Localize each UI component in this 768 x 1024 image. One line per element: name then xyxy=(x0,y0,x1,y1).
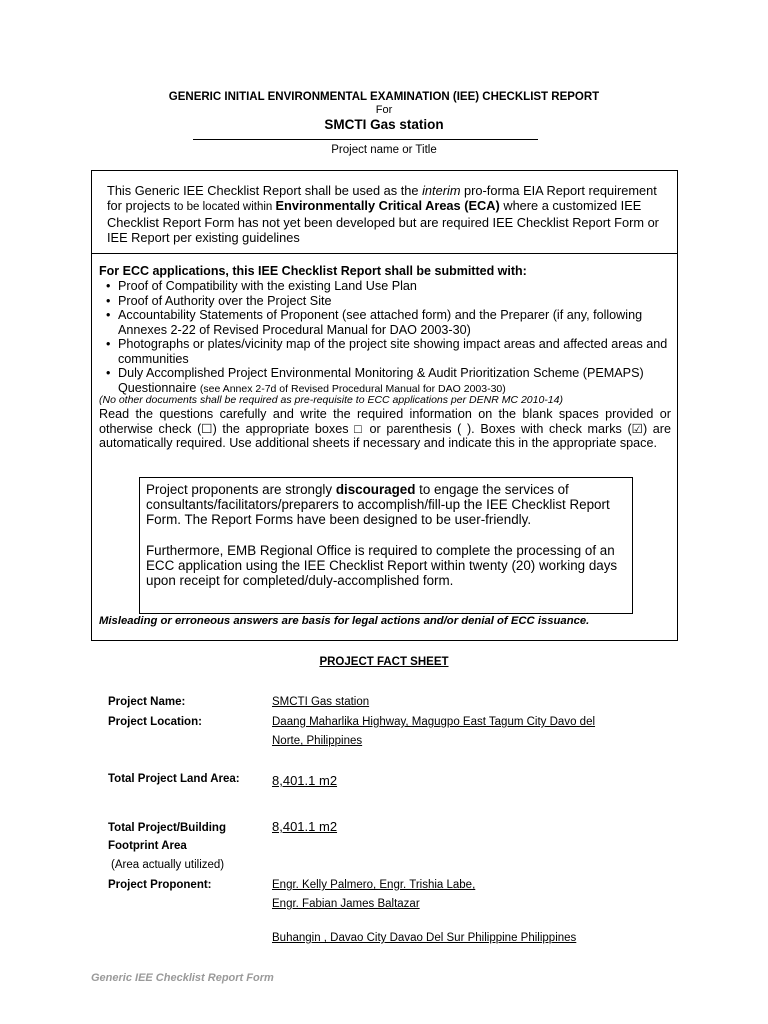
intro-text-2: pro-forma EIA Report requirement for projects xyxy=(107,183,657,213)
project-name-label: Project Name: xyxy=(108,696,186,708)
warning-line: Misleading or erroneous answers are basis for legal actions and/or denial of ECC issuance. xyxy=(99,615,590,627)
notice-box xyxy=(139,477,633,614)
instructions-box xyxy=(91,170,678,641)
project-name-value: SMCTI Gas station xyxy=(272,696,370,708)
land-area-value: 8,401.1 m2 xyxy=(272,773,338,788)
proponent-address: Buhangin , Davao City Davao Del Sur Philippine Philippines xyxy=(272,932,577,944)
document-heading: GENERIC INITIAL ENVIRONMENTAL EXAMINATION (IEE) CHECKLIST REPORT xyxy=(168,91,600,103)
notice-text-b: to engage the services of consultants/facilitators/preparers to accomplish/fill-up the IEE Checklist Report Form. The Report Forms have been designed to be user-friendly. xyxy=(146,482,610,528)
list-item: • Proof of Authority over the Project Site xyxy=(102,294,672,309)
footprint-label-line1: Total Project/Building xyxy=(108,822,226,834)
location-value-line2: Norte, Philippines xyxy=(272,735,363,747)
project-title: SMCTI Gas station xyxy=(324,117,444,132)
for-line: For xyxy=(375,104,393,116)
requirements-list xyxy=(102,279,672,396)
intro-text-small: to be located within xyxy=(173,201,276,213)
ecc-heading: For ECC applications, this IEE Checklist Report shall be submitted with: xyxy=(99,264,527,278)
proponent-value-line2: Engr. Fabian James Baltazar xyxy=(272,898,420,910)
intro-paragraph xyxy=(107,183,667,245)
box-divider xyxy=(92,253,677,254)
intro-eca: Environmentally Critical Areas (ECA) xyxy=(275,198,500,213)
intro-interim: interim xyxy=(422,183,461,198)
list-item: • Photographs or plates/vicinity map of the project site showing impact areas and affected areas and communities xyxy=(102,337,672,366)
proponent-label: Project Proponent: xyxy=(108,879,212,891)
footprint-label-line2: Footprint Area xyxy=(108,840,187,852)
page-footer: Generic IEE Checklist Report Form xyxy=(91,972,274,984)
title-underline xyxy=(193,139,538,140)
list-item-annex-note: (see Annex 2-7d of Revised Procedural Manual for DAO 2003-30) xyxy=(199,382,506,395)
instructions-paragraph: Read the questions carefully and write the required information on the blank spaces provided or otherwise check (☐) the appropriate boxes □ or parenthesis ( ). Boxes with check marks (☑) are automatically required. Use additional sheets if necessary and indicate this in the appropriate space. xyxy=(99,407,671,450)
title-caption: Project name or Title xyxy=(331,144,437,156)
notice-text-a: Project proponents are strongly xyxy=(146,482,336,497)
fact-sheet-title: PROJECT FACT SHEET xyxy=(319,656,449,668)
list-item: • Proof of Compatibility with the existing Land Use Plan xyxy=(102,279,672,294)
notice-paragraph-2: Furthermore, EMB Regional Office is required to complete the processing of an ECC application using the IEE Checklist Report within twenty (20) working days upon receipt for completed/duly-accomplished form. xyxy=(146,542,618,589)
proponent-value-line1: Engr. Kelly Palmero, Engr. Trishia Labe, xyxy=(272,879,476,891)
footprint-note: (Area actually utilized) xyxy=(111,859,225,871)
notice-discouraged: discouraged xyxy=(335,482,416,497)
notice-paragraph-1 xyxy=(146,482,626,528)
land-area-label: Total Project Land Area: xyxy=(108,773,240,785)
intro-text-1: This Generic IEE Checklist Report shall be used as the xyxy=(107,183,423,198)
location-label: Project Location: xyxy=(108,716,202,728)
note-line: (No other documents shall be required as pre-requisite to ECC applications per DENR MC 2010-14) xyxy=(99,394,563,406)
footprint-area-value: 8,401.1 m2 xyxy=(272,819,338,834)
location-value-line1: Daang Maharlika Highway, Magugpo East Tagum City Davo del xyxy=(272,716,596,728)
intro-text-3: where a customized IEE Checklist Report Form has not yet been developed but are required IEE Checklist Report Form or IEE Report per existing guidelines xyxy=(107,198,659,245)
list-item-text: Duly Accomplished Project Environmental Monitoring & Audit Prioritization Scheme (PEMAPS) Questionnaire xyxy=(118,366,644,395)
list-item xyxy=(102,366,672,396)
list-item: • Accountability Statements of Proponent (see attached form) and the Preparer (if any, following Annexes 2-22 of Revised Procedural Manual for DAO 2003-30) xyxy=(102,308,672,337)
